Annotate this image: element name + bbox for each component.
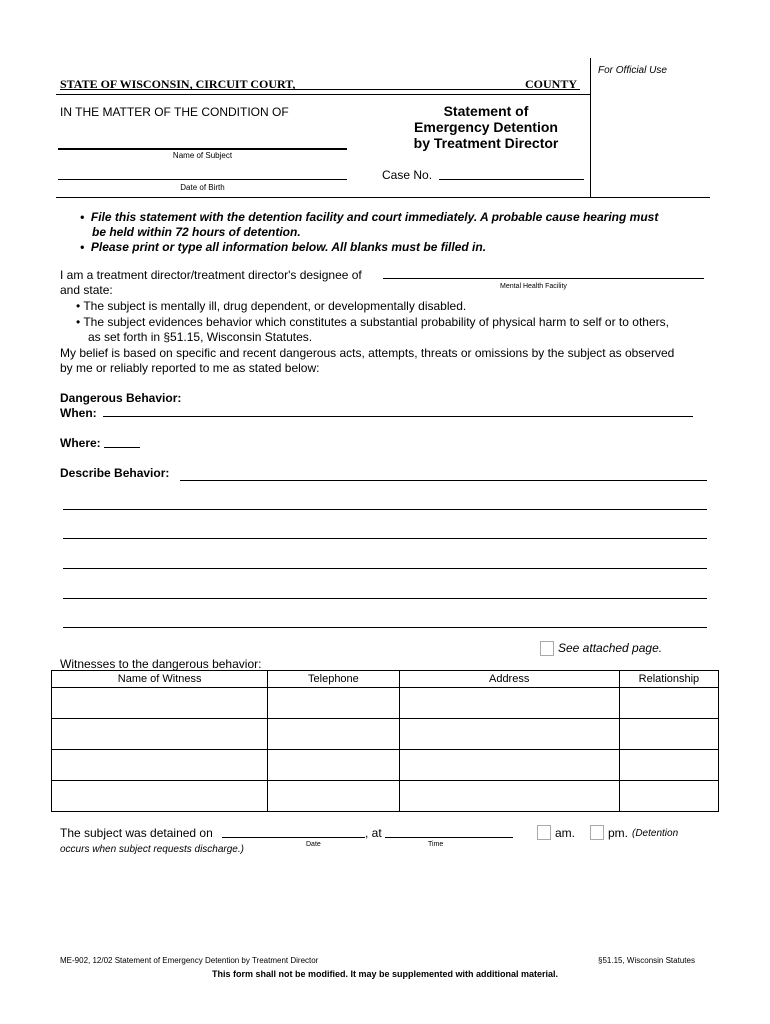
matter-label: IN THE MATTER OF THE CONDITION OF	[60, 105, 289, 119]
witness-name-cell[interactable]	[52, 781, 268, 812]
belief-line-1: My belief is based on specific and recent dangerous acts, attempts, threats or omissions by the subject as observed	[60, 346, 675, 360]
title-line-2: Emergency Detention	[414, 119, 558, 135]
county-label: COUNTY	[525, 77, 578, 91]
describe-field-3[interactable]	[63, 538, 707, 539]
witness-address-cell[interactable]	[399, 750, 619, 781]
case-no-label: Case No.	[382, 168, 433, 182]
modification-notice: This form shall not be modified. It may be supplemented with additional material.	[211, 969, 559, 979]
dangerous-behavior-heading: Dangerous Behavior:	[60, 391, 182, 405]
date-label: Date	[306, 841, 321, 848]
col-telephone: Telephone	[268, 671, 399, 688]
instruction-1-line-1: File this statement with the detention facility and court immediately. A probable cause hearing must	[90, 210, 659, 224]
case-no-field[interactable]	[439, 179, 584, 180]
witness-telephone-cell[interactable]	[268, 781, 399, 812]
facility-label: Mental Health Facility	[500, 283, 567, 290]
witness-address-cell[interactable]	[399, 688, 619, 719]
witness-telephone-cell[interactable]	[268, 688, 399, 719]
detained-date-field[interactable]	[222, 837, 365, 838]
see-attached-checkbox[interactable]	[540, 641, 554, 656]
witness-address-cell[interactable]	[399, 781, 619, 812]
witness-relationship-cell[interactable]	[619, 781, 718, 812]
bullet-icon: •	[80, 210, 91, 224]
instruction-2: Please print or type all information below. All blanks must be filled in.	[90, 240, 487, 254]
describe-label: Describe Behavior:	[60, 466, 170, 480]
witness-address-cell[interactable]	[399, 719, 619, 750]
when-field[interactable]	[103, 416, 693, 417]
official-use-label: For Official Use	[598, 65, 667, 76]
witness-table-header	[52, 671, 719, 688]
designee-statement: I am a treatment director/treatment director's designee of	[60, 268, 362, 282]
time-label: Time	[428, 841, 444, 848]
statement-bullet-2-line-1: • The subject evidences behavior which constitutes a substantial probability of physical harm to self or to others,	[76, 315, 669, 329]
form-title	[396, 103, 576, 151]
col-address: Address	[399, 671, 619, 688]
witness-relationship-cell[interactable]	[619, 719, 718, 750]
describe-field-2[interactable]	[63, 509, 707, 510]
am-label: am.	[555, 826, 576, 840]
am-checkbox[interactable]	[537, 825, 551, 840]
date-of-birth-label: Date of Birth	[180, 183, 225, 192]
detained-time-field[interactable]	[385, 837, 513, 838]
see-attached-label: See attached page.	[558, 641, 663, 655]
table-row	[52, 719, 719, 750]
instruction-1-line-2: be held within 72 hours of detention.	[92, 225, 301, 239]
bullet-icon: •	[80, 240, 91, 254]
witness-name-cell[interactable]	[52, 719, 268, 750]
detention-note-1: (Detention	[632, 828, 679, 839]
describe-field-4[interactable]	[63, 568, 707, 569]
detained-label: The subject was detained on	[60, 826, 213, 840]
statement-bullet-2-line-2: as set forth in §51.15, Wisconsin Statutes.	[88, 330, 313, 344]
witness-table	[51, 670, 719, 812]
witness-relationship-cell[interactable]	[619, 750, 718, 781]
where-label: Where:	[60, 436, 101, 450]
subject-name-label: Name of Subject	[172, 151, 233, 160]
form-id: ME-902, 12/02 Statement of Emergency Detention by Treatment Director	[60, 956, 319, 965]
and-state-label: and state:	[60, 283, 113, 297]
describe-field-5[interactable]	[63, 598, 707, 599]
pm-label: pm.	[608, 826, 629, 840]
table-row	[52, 688, 719, 719]
describe-field-6[interactable]	[63, 627, 707, 628]
statute-reference: §51.15, Wisconsin Statutes	[598, 956, 695, 965]
where-field[interactable]	[104, 447, 140, 448]
date-of-birth-field[interactable]	[58, 179, 347, 180]
at-label: , at	[365, 826, 382, 840]
when-label: When:	[60, 406, 97, 420]
header-bottom-rule	[56, 197, 710, 198]
witness-telephone-cell[interactable]	[268, 750, 399, 781]
official-use-box-left-border	[590, 58, 591, 198]
witness-telephone-cell[interactable]	[268, 719, 399, 750]
witness-relationship-cell[interactable]	[619, 688, 718, 719]
col-relationship: Relationship	[619, 671, 718, 688]
witness-name-cell[interactable]	[52, 688, 268, 719]
title-line-1: Statement of	[443, 103, 529, 119]
belief-line-2: by me or reliably reported to me as stated below:	[60, 361, 320, 375]
detention-note-2: occurs when subject requests discharge.)	[60, 844, 244, 855]
court-county-underline	[60, 89, 580, 90]
statement-bullet-1: • The subject is mentally ill, drug dependent, or developmentally disabled.	[76, 299, 467, 313]
facility-field[interactable]	[383, 278, 704, 279]
header-top-rule	[56, 94, 590, 95]
col-name-of-witness: Name of Witness	[52, 671, 268, 688]
table-row	[52, 750, 719, 781]
describe-field-1[interactable]	[180, 480, 707, 481]
subject-name-field[interactable]	[58, 148, 347, 150]
witness-name-cell[interactable]	[52, 750, 268, 781]
pm-checkbox[interactable]	[590, 825, 604, 840]
table-row	[52, 781, 719, 812]
witnesses-label: Witnesses to the dangerous behavior:	[60, 657, 262, 671]
court-label: STATE OF WISCONSIN, CIRCUIT COURT,	[60, 77, 296, 91]
instruction-1	[80, 210, 658, 255]
title-line-3: by Treatment Director	[413, 135, 559, 151]
